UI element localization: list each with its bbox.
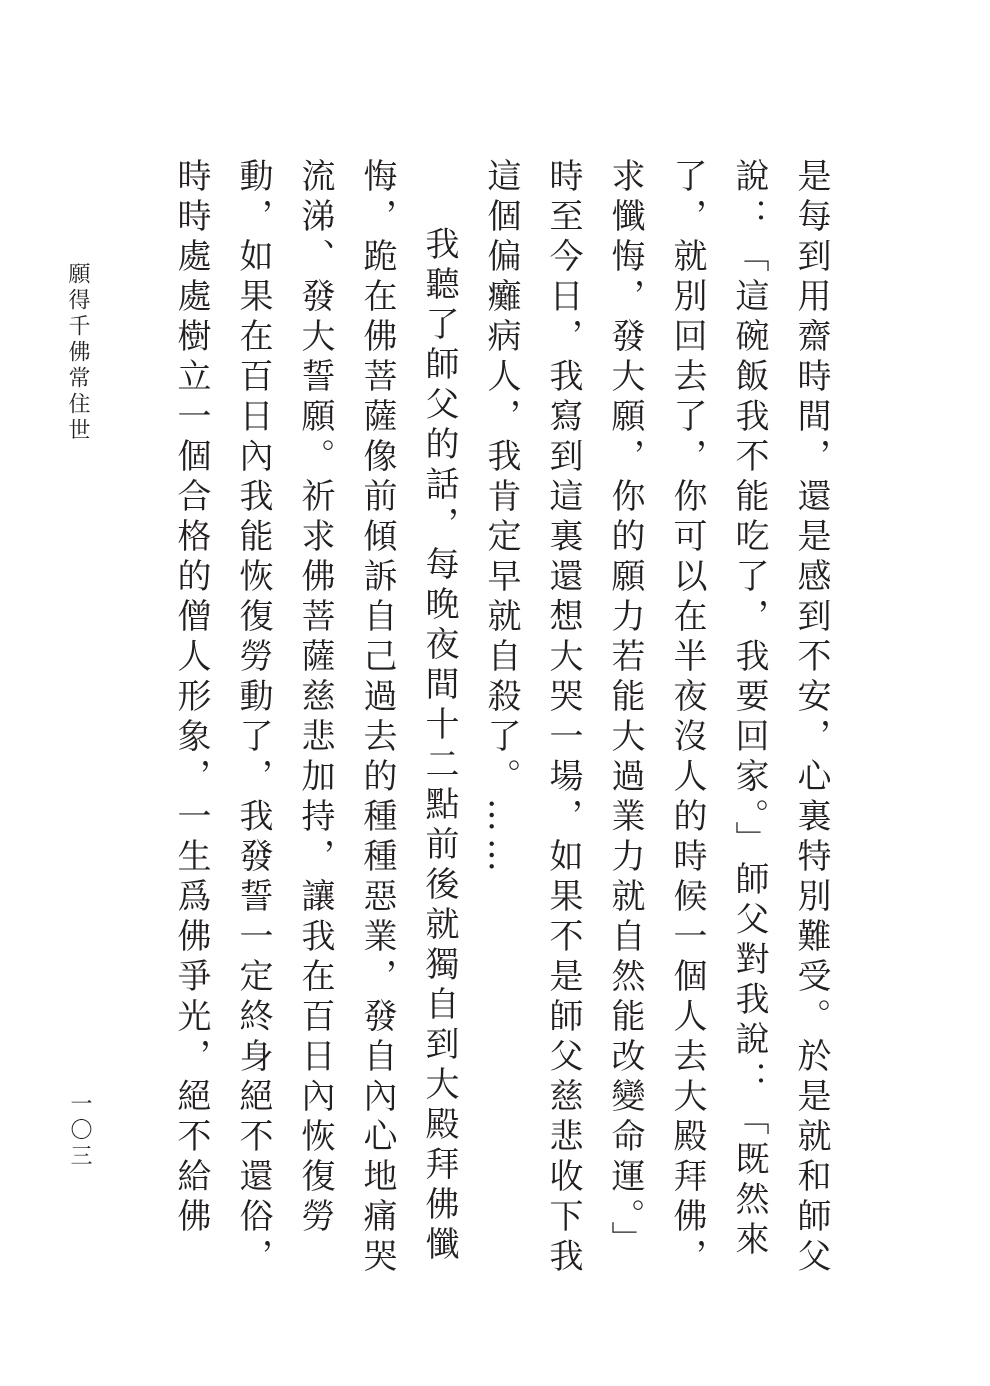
page-number: 一〇三 [67, 1092, 92, 1170]
body-text [160, 158, 842, 1298]
paragraph: 我聽了師父的話，每晚夜間十二點前後就獨自到大殿拜佛懺悔，跪在佛菩薩像前傾訴自己過去的種種惡業，發自內心地痛哭流涕、發大誓願。祈求佛菩薩慈悲加持，讓我在百日內恢復勞動，如果在百日內我能恢復勞動了，我發誓一定終身絕不還俗，時時處處樹立一個合格的僧人形象，一生爲佛爭光，絕不給佛 [171, 158, 459, 1278]
running-title: 願得千佛常住世 [65, 262, 90, 444]
paragraph-continued: 是每到用齋時間，還是感到不安，心裏特別難受。於是就和師父說：「這碗飯我不能吃了，我要回家。」師父對我說：「既然來了，就別回去了，你可以在半夜沒人的時候一個人去大殿拜佛，求懺悔，發大願，你的願力若能大過業力就自然能改變命運。」時至今日，我寫到這裏還想大哭一場，如果不是師父慈悲收下我這個偏癱病人，我肯定早就自殺了。…… [481, 158, 831, 1278]
